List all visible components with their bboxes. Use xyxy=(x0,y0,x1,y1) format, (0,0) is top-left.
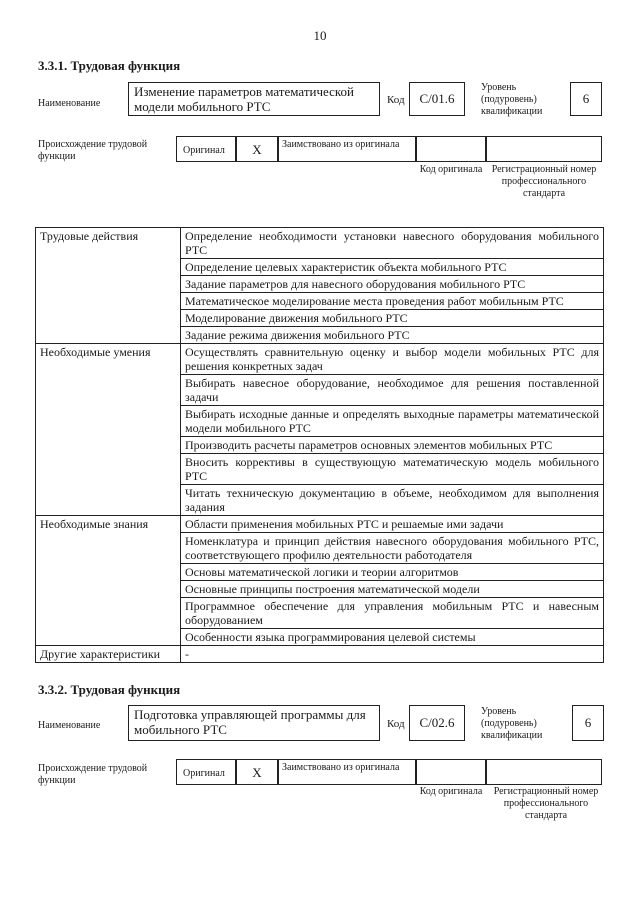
original-mark: X xyxy=(236,136,278,162)
table-cell: - xyxy=(181,646,604,663)
level-value-2: 6 xyxy=(572,705,604,741)
origin-row xyxy=(176,136,602,162)
original-code-caption-2: Код оригинала xyxy=(419,786,483,797)
borrowed-label: Заимствовано из оригинала xyxy=(278,136,416,162)
borrowed-label-2: Заимствовано из оригинала xyxy=(278,759,416,785)
function-name-field: Изменение параметров математической модели мобильного РТС xyxy=(128,82,380,116)
row-header: Трудовые действия xyxy=(36,228,181,344)
table-cell: Моделирование движения мобильного РТС xyxy=(181,310,604,327)
original-code-cell xyxy=(416,136,486,162)
original-code-caption: Код оригинала xyxy=(419,164,483,175)
function-details-table xyxy=(35,227,604,663)
table-row xyxy=(36,516,604,533)
registration-number-cell-2 xyxy=(486,759,602,785)
origin-row-2 xyxy=(176,759,602,785)
level-label-2: Уровень (подуровень) квалификации xyxy=(481,706,543,741)
table-cell: Области применения мобильных РТС и решаемые ими задачи xyxy=(181,516,604,533)
name-label: Наименование xyxy=(38,98,101,109)
table-cell: Выбирать исходные данные и определять выходные параметры математической модели мобильного РТС xyxy=(181,406,604,437)
table-cell: Читать техническую документацию в объеме, необходимом для выполнения задания xyxy=(181,485,604,516)
table-cell: Особенности языка программирования целевой системы xyxy=(181,629,604,646)
original-mark-2: X xyxy=(236,759,278,785)
function-name-field-2: Подготовка управляющей программы для мобильного РТС xyxy=(128,705,380,741)
code-label: Код xyxy=(387,94,405,106)
table-row xyxy=(36,344,604,375)
table-cell: Определение целевых характеристик объекта мобильного РТС xyxy=(181,259,604,276)
table-cell: Основные принципы построения математической модели xyxy=(181,581,604,598)
page-number: 10 xyxy=(313,28,327,43)
table-cell: Осуществлять сравнительную оценку и выбор модели мобильных РТС для решения конкретных задач xyxy=(181,344,604,375)
table-cell: Математическое моделирование места проведения работ мобильным РТС xyxy=(181,293,604,310)
registration-number-cell xyxy=(486,136,602,162)
registration-number-caption-2: Регистрационный номер профессионального стандарта xyxy=(493,786,599,821)
table-cell: Задание параметров для навесного оборудования мобильного РТС xyxy=(181,276,604,293)
section-title-3-3-2: 3.3.2. Трудовая функция xyxy=(38,682,181,697)
level-label: Уровень (подуровень) квалификации xyxy=(481,82,543,117)
code-label-2: Код xyxy=(387,718,405,730)
table-cell: Задание режима движения мобильного РТС xyxy=(181,327,604,344)
code-value-2: C/02.6 xyxy=(409,705,465,741)
table-row xyxy=(36,228,604,259)
original-label-2: Оригинал xyxy=(176,759,236,785)
origin-label: Происхождение трудовой функции xyxy=(38,139,148,162)
table-cell: Основы математической логики и теории алгоритмов xyxy=(181,564,604,581)
name-label-2: Наименование xyxy=(38,720,101,731)
table-cell: Номенклатура и принцип действия навесного оборудования мобильного РТС, соответствующего профилю деятельности работодателя xyxy=(181,533,604,564)
origin-label-2: Происхождение трудовой функции xyxy=(38,763,148,786)
table-cell: Программное обеспечение для управления мобильным РТС и навесным оборудованием xyxy=(181,598,604,629)
table-cell: Выбирать навесное оборудование, необходимое для решения поставленной задачи xyxy=(181,375,604,406)
table-cell: Вносить коррективы в существующую математическую модель мобильного РТС xyxy=(181,454,604,485)
row-header: Необходимые знания xyxy=(36,516,181,646)
original-label: Оригинал xyxy=(176,136,236,162)
table-row xyxy=(36,646,604,663)
table-cell: Определение необходимости установки навесного оборудования мобильного РТС xyxy=(181,228,604,259)
row-header: Необходимые умения xyxy=(36,344,181,516)
level-value: 6 xyxy=(570,82,602,116)
code-value: C/01.6 xyxy=(409,82,465,116)
row-header: Другие характеристики xyxy=(36,646,181,663)
table-cell: Производить расчеты параметров основных элементов мобильных РТС xyxy=(181,437,604,454)
section-title-3-3-1: 3.3.1. Трудовая функция xyxy=(38,58,181,73)
registration-number-caption: Регистрационный номер профессионального стандарта xyxy=(491,164,597,199)
original-code-cell-2 xyxy=(416,759,486,785)
